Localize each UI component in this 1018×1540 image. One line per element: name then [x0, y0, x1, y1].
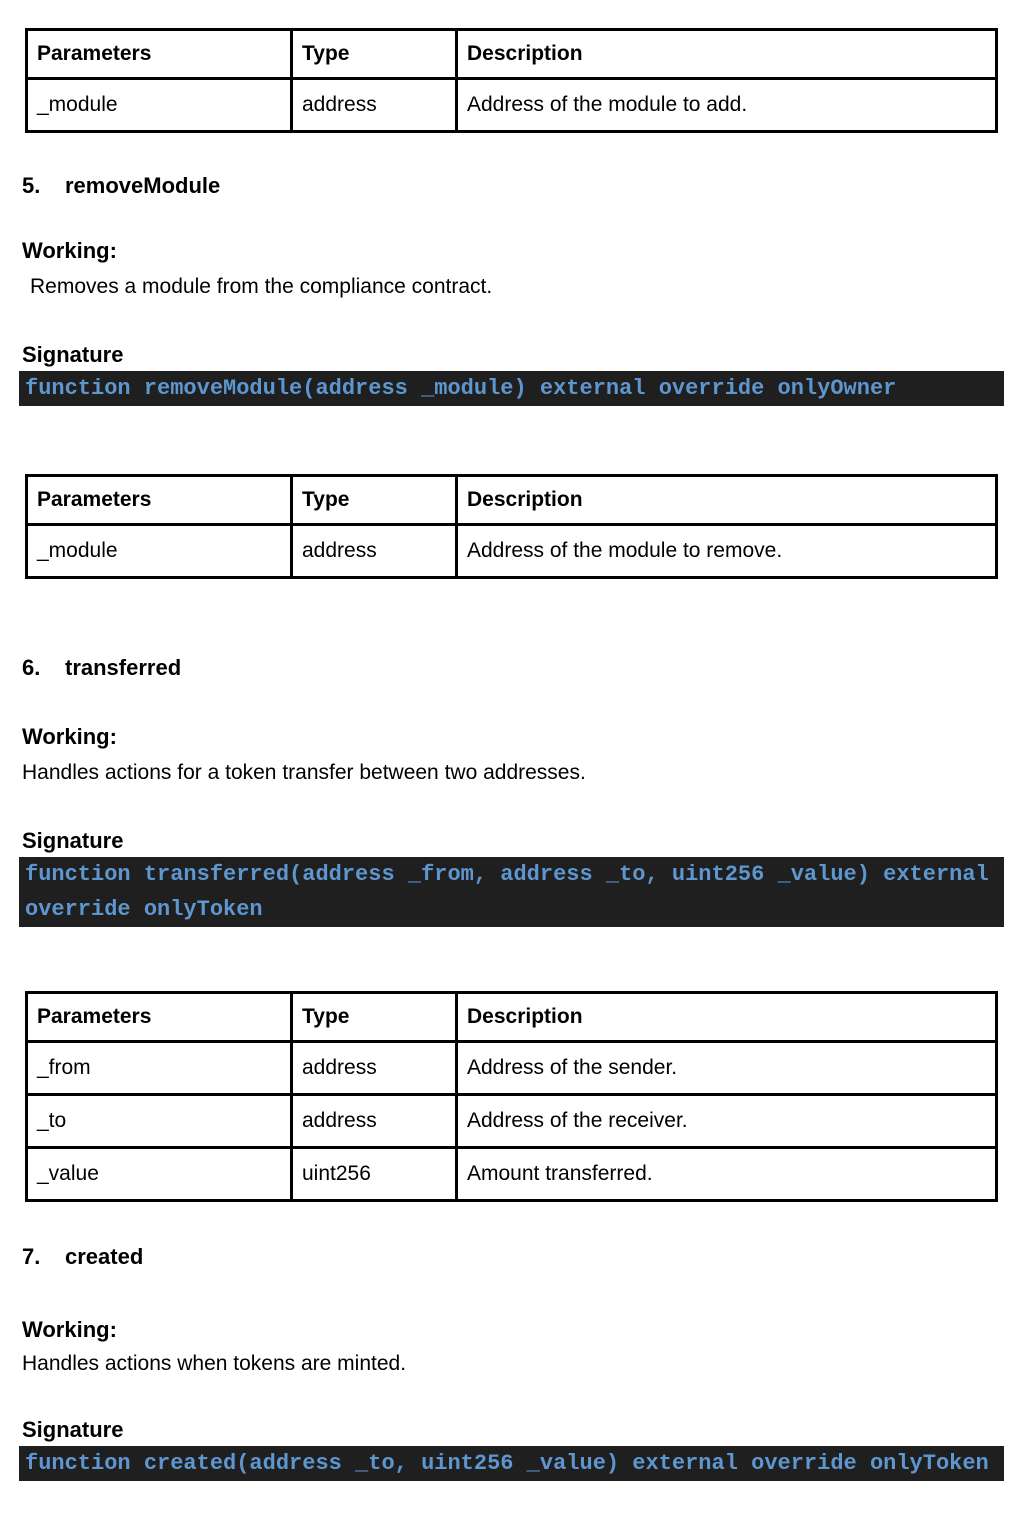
- code-line: function transferred(address _from, address _to, uint256 _value) external: [25, 862, 989, 887]
- section-heading-created: [22, 1244, 1018, 1270]
- param-type-cell: uint256: [292, 1148, 457, 1201]
- table-row: [27, 1042, 997, 1095]
- column-header-description: Description: [457, 30, 997, 79]
- signature-label: Signature: [22, 342, 124, 367]
- code-line: function created(address _to, uint256 _value) external override onlyToken: [25, 1451, 989, 1476]
- section-title: created: [65, 1244, 144, 1269]
- signature-label: Signature: [22, 828, 124, 853]
- param-type-cell: address: [292, 1042, 457, 1095]
- parameters-table-transferred: [25, 991, 998, 1202]
- column-header-type: Type: [292, 993, 457, 1042]
- param-description-cell: Address of the module to add.: [457, 79, 997, 132]
- section-heading-transferred: [22, 655, 1018, 681]
- param-name-cell: _value: [27, 1148, 292, 1201]
- section-title: removeModule: [65, 173, 221, 198]
- section-number: 7.: [22, 1244, 41, 1269]
- column-header-parameters: Parameters: [27, 30, 292, 79]
- column-header-type: Type: [292, 30, 457, 79]
- table-row: [27, 1148, 997, 1201]
- working-text: Removes a module from the compliance contract.: [30, 275, 493, 298]
- param-type-cell: address: [292, 79, 457, 132]
- param-description-cell: Address of the sender.: [457, 1042, 997, 1095]
- working-label: Working:: [22, 724, 117, 749]
- table-header-row: [27, 30, 997, 79]
- working-label: Working:: [22, 1317, 117, 1342]
- column-header-parameters: Parameters: [27, 476, 292, 525]
- section-heading-removemodule: [22, 173, 1018, 199]
- table-row: [27, 1095, 997, 1148]
- working-label: Working:: [22, 238, 117, 263]
- working-text: Handles actions for a token transfer between two addresses.: [22, 761, 586, 784]
- section-number: 5.: [22, 173, 41, 198]
- table-row: [27, 525, 997, 578]
- table-row: [27, 79, 997, 132]
- code-block-created: [19, 1446, 1004, 1481]
- param-name-cell: _to: [27, 1095, 292, 1148]
- working-text: Handles actions when tokens are minted.: [22, 1352, 407, 1375]
- parameters-table-removemodule: [25, 474, 998, 579]
- column-header-type: Type: [292, 476, 457, 525]
- code-block-removemodule: [19, 371, 1004, 406]
- column-header-description: Description: [457, 993, 997, 1042]
- document-page: [0, 28, 1018, 1481]
- table-header-row: [27, 476, 997, 525]
- param-type-cell: address: [292, 525, 457, 578]
- section-title: transferred: [65, 655, 182, 680]
- parameters-table-addmodule: [25, 28, 998, 133]
- param-name-cell: _module: [27, 525, 292, 578]
- column-header-parameters: Parameters: [27, 993, 292, 1042]
- param-description-cell: Amount transferred.: [457, 1148, 997, 1201]
- param-name-cell: _module: [27, 79, 292, 132]
- column-header-description: Description: [457, 476, 997, 525]
- code-line: function removeModule(address _module) external override onlyOwner: [25, 376, 897, 401]
- code-block-transferred: [19, 857, 1004, 927]
- signature-label: Signature: [22, 1417, 124, 1442]
- table-header-row: [27, 993, 997, 1042]
- section-number: 6.: [22, 655, 41, 680]
- param-description-cell: Address of the module to remove.: [457, 525, 997, 578]
- param-description-cell: Address of the receiver.: [457, 1095, 997, 1148]
- code-line: override onlyToken: [25, 897, 263, 922]
- param-type-cell: address: [292, 1095, 457, 1148]
- param-name-cell: _from: [27, 1042, 292, 1095]
